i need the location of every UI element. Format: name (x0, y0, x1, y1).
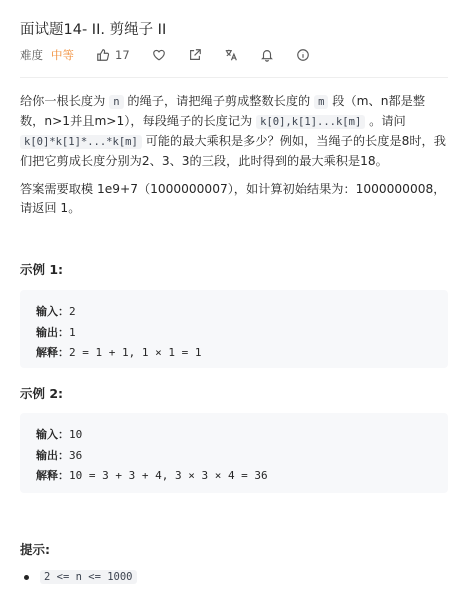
example-2-box (20, 413, 448, 493)
example-explain: 10 = 3 + 3 + 4, 3 × 3 × 4 = 36 (69, 469, 268, 482)
share-button[interactable] (188, 48, 202, 62)
hints-heading: 提示: (20, 542, 50, 557)
explain-label: 解释： (36, 346, 69, 359)
description-paragraph (20, 92, 448, 171)
header-divider (20, 77, 448, 78)
input-label: 输入： (36, 428, 69, 441)
example-output: 36 (69, 448, 83, 462)
example-1-output-line (36, 323, 432, 344)
subscribe-button[interactable] (260, 48, 274, 62)
example-2-input-line (36, 425, 432, 446)
example-1-box (20, 290, 448, 368)
difficulty-label: 难度 (20, 48, 43, 62)
difficulty-value: 中等 (51, 48, 74, 62)
inline-code-product: k[0]*k[1]*...*k[m] (20, 135, 142, 149)
example-explain: 2 = 1 + 1, 1 × 1 = 1 (69, 346, 202, 359)
example-input: 2 (69, 305, 76, 318)
inline-code-n: n (109, 95, 123, 109)
example-1-input-line (36, 302, 432, 323)
example-1-explain-line (36, 343, 432, 364)
feedback-button[interactable] (296, 48, 310, 62)
output-label: 输出： (36, 448, 69, 462)
like-button[interactable] (96, 48, 130, 62)
problem-meta-bar (20, 46, 332, 64)
hint-item (40, 570, 137, 584)
explain-label: 解释： (36, 469, 69, 482)
heart-icon (152, 48, 166, 62)
inline-code-m: m (314, 95, 328, 109)
translate-icon (224, 48, 238, 62)
example-1-heading: 示例 1: (20, 262, 64, 277)
favorite-button[interactable] (152, 48, 166, 62)
desc-text: 。请问 (365, 114, 406, 128)
input-label: 输入： (36, 305, 69, 318)
info-icon (296, 48, 310, 62)
example-2-output-line (36, 446, 432, 467)
thumbs-up-icon (96, 48, 110, 62)
translate-button[interactable] (224, 48, 238, 62)
problem-title: 面试题14- II. 剪绳子 II (20, 22, 167, 38)
desc-text: 段（m、n都是整数，n>1并且m>1），每段绳子的长度记为 (20, 94, 426, 128)
share-icon (188, 48, 202, 62)
modulo-paragraph: 答案需要取模 1e9+7（1000000007），如计算初始结果为：1000000008，请返回 1。 (20, 182, 446, 215)
example-input: 10 (69, 428, 83, 441)
example-output: 1 (69, 325, 76, 339)
desc-text: 给你一根长度为 (20, 94, 110, 108)
output-label: 输出： (36, 325, 69, 339)
bell-icon (260, 48, 274, 62)
like-count: 17 (115, 48, 130, 62)
hint-constraint: 2 <= n <= 1000 (40, 570, 137, 584)
desc-text: 的绳子，请把绳子剪成整数长度的 (123, 94, 315, 108)
inline-code-k: k[0],k[1]...k[m] (256, 115, 365, 129)
example-2-explain-line (36, 466, 432, 487)
bullet-icon (24, 575, 29, 580)
example-2-heading: 示例 2: (20, 386, 64, 401)
desc-text: 可能的最大乘积是多少？例如，当绳子的长度是8时，我们把它剪成长度分别为2、3、3的三段，此时得到的最大乘积是18。 (20, 134, 446, 168)
